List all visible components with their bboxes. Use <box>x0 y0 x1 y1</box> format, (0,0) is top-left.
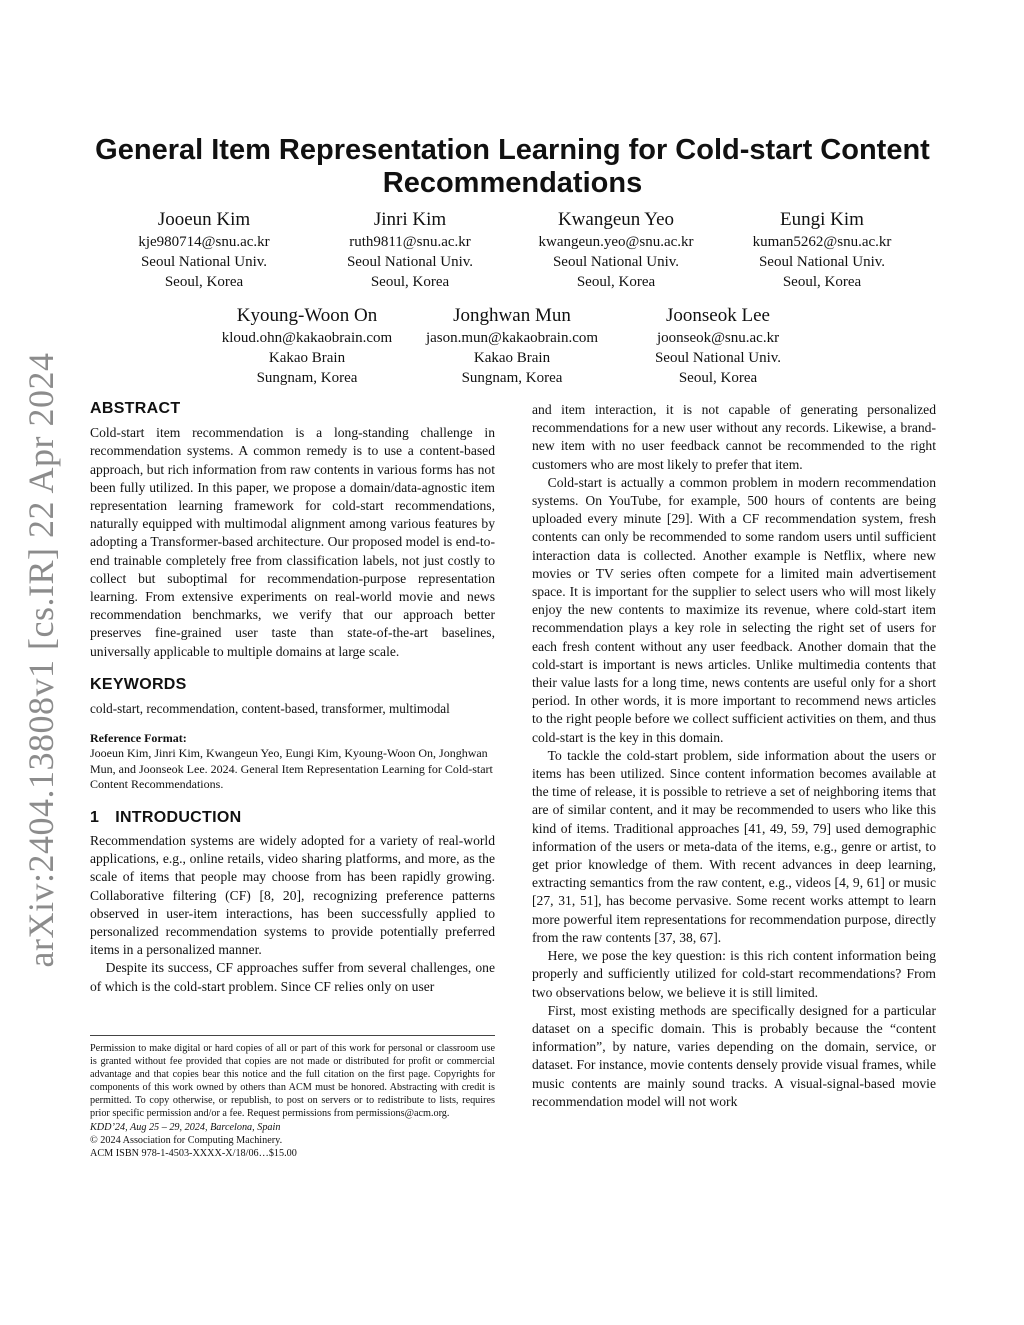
author-affiliation: Kakao Brain <box>268 350 346 366</box>
author-email: joonseok@snu.ac.kr <box>656 330 780 346</box>
body-paragraph: Cold-start is actually a common problem in modern recommendation systems. On YouTube, for example, 500 hours of contents are being uploaded every minute [29]. With a CF recommendation system, fresh contents can only be recommended to some random users until sufficient interaction data is collected. Another example is Netflix, where new movies or TV series often compete for a limited main advertisement space. It is important for the supplier to select users who will most likely enjoy the new contents to maximize its revenue, where cold-start item recommendation plays a key role in selecting the right set of users for each fresh content without any user feedback. Another domain that the cold-start is important is news articles. Unlike multimedia contents that their value lasts for a long time, news contents are useful only for a short period. In other words, it is more important to recommend news articles to the right people before we collect sufficient activities on them, and thus cold-start is the key in this domain. <box>532 474 936 745</box>
permission-footnote <box>90 1035 495 1160</box>
body-paragraph: Here, we pose the key question: is this rich content information being properly and sufficiently utilized for cold-start recommendations? From two observations below, we believe it is still limited. <box>532 948 936 1000</box>
introduction-heading <box>90 809 495 827</box>
conference-info: KDD’24, Aug 25 – 29, 2024, Barcelona, Spain <box>90 1121 281 1133</box>
author-block <box>501 208 731 292</box>
body-paragraph: First, most existing methods are specifically designed for a particular dataset on a specific domain. This is probably because the “content information”, by nature, varies depending on the domain, service, or dataset. For instance, movie contents densely provide visual frames, while music contents are mainly sound tracks. A visual-signal-based movie recommendation model will not work <box>532 1002 936 1109</box>
body-paragraph: and item interaction, it is not capable of generating personalized recommendations for a new user without any records. Likewise, a brand-new item with no user feedback cannot be recommended to the right customers who are most likely to prefer that item. <box>532 402 936 472</box>
abstract-heading: ABSTRACT <box>90 400 181 417</box>
abstract-text: Cold-start item recommendation is a long-standing challenge in recommendation systems. A common remedy is to use a content-based approach, but rich information from raw contents in various forms has not been fully utilized. In this paper, we propose a domain/data-agnostic item representation learning framework for cold-start recommendations, naturally equipped with multimodal alignment among various features by adopting a Transformer-based architecture. Our proposed model is end-to-end trainable completely free from classification labels, not just costly to collect but suboptimal for recommendation-purpose representation learning. From extensive experiments on real-world movie and news recommendation benchmarks, we verify that our approach better preserves fine-grained user taste than state-of-the-art baselines, universally applicable to multiple domains at large scale. <box>90 425 495 659</box>
section-number: 1 <box>90 808 100 826</box>
author-block <box>89 208 319 292</box>
author-affiliation: Seoul National Univ. <box>346 254 474 270</box>
author-location: Seoul, Korea <box>782 274 862 290</box>
author-block <box>192 304 422 388</box>
author-name: Kwangeun Yeo <box>557 209 675 230</box>
author-email: kloud.ohn@kakaobrain.com <box>221 330 393 346</box>
author-email: ruth9811@snu.ac.kr <box>349 234 471 250</box>
author-affiliation: Seoul National Univ. <box>758 254 886 270</box>
author-name: Jooeun Kim <box>157 209 251 230</box>
author-location: Seoul, Korea <box>164 274 244 290</box>
author-name: Eungi Kim <box>780 209 864 230</box>
body-paragraph: To tackle the cold-start problem, side information about the users or items has been utilized. Since content information becomes available at the time of release, it is possible to retrieve a set of neighboring items that are of similar content, and it may be recommended to users who like this kind of items. Traditional approaches [41, 49, 59, 79] used demographic information of the users or meta-data of the items, e.g., genre or artist, to get prior knowledge of them. With recent advances in deep learning, extracting semantics from the raw content, e.g., videos [4, 9, 61] or music [27, 31, 51], has become pervasive. Some recent works attempt to learn more powerful item representations for recommendation purpose, directly from the raw contents [37, 38, 67]. <box>532 747 936 945</box>
body-paragraph: Recommendation systems are widely adopted for a variety of real-world applications, e.g., online retails, video sharing platforms, and more, as the scale of items that people may choose from has been rapidly growing. Collaborative filtering (CF) [8, 20], recognizing preference patterns observed in user-item interactions, has been successfully applied to personalized recommendation systems to provide potentially preferred items in a personalized manner. <box>90 832 495 958</box>
author-name: Kyoung-Woon On <box>236 305 378 326</box>
author-block <box>707 208 937 292</box>
left-column <box>90 398 495 996</box>
author-email: kwangeun.yeo@snu.ac.kr <box>538 234 694 250</box>
author-email: kje980714@snu.ac.kr <box>138 234 270 250</box>
author-location: Sungnam, Korea <box>461 370 563 386</box>
author-email: jason.mun@kakaobrain.com <box>425 330 599 346</box>
author-location: Seoul, Korea <box>576 274 656 290</box>
author-affiliation: Seoul National Univ. <box>552 254 680 270</box>
section-title: INTRODUCTION <box>115 808 242 826</box>
author-name: Joonseok Lee <box>666 305 770 326</box>
keywords-text: cold-start, recommendation, content-based, transformer, multimodal <box>90 701 450 717</box>
copyright-line: © 2024 Association for Computing Machinery. <box>90 1134 283 1146</box>
paper-title: General Item Representation Learning for Cold-start Content Recommendations <box>95 134 930 199</box>
author-affiliation: Seoul National Univ. <box>654 350 782 366</box>
right-column <box>532 401 936 1111</box>
author-location: Seoul, Korea <box>678 370 758 386</box>
body-paragraph: Despite its success, CF approaches suffer from several challenges, one of which is the cold-start problem. Since CF relies only on user <box>90 960 495 994</box>
author-name: Jinri Kim <box>373 209 447 230</box>
author-affiliation: Seoul National Univ. <box>140 254 268 270</box>
permission-text: Permission to make digital or hard copies of all or part of this work for personal or classroom use is granted without fee provided that copies are not made or distributed for profit or commercial advantage and that copies bear this notice and the full citation on the first page. Copyrights for components of this work owned by others than ACM must be honored. Abstracting with credit is permitted. To copy otherwise, or republish, to post on servers or to redistribute to lists, requires prior specific permission and/or a fee. Request permissions from permissions@acm.org. <box>90 1043 495 1120</box>
reference-format-heading: Reference Format: <box>90 731 187 746</box>
arxiv-identifier-stamp: arXiv:2404.13808v1 [cs.IR] 22 Apr 2024 <box>21 352 61 968</box>
author-block <box>603 304 833 388</box>
author-location: Seoul, Korea <box>370 274 450 290</box>
author-affiliation: Kakao Brain <box>473 350 551 366</box>
author-email: kuman5262@snu.ac.kr <box>752 234 892 250</box>
keywords-heading: KEYWORDS <box>90 675 187 693</box>
author-block <box>397 304 627 388</box>
author-block <box>295 208 525 292</box>
author-location: Sungnam, Korea <box>256 370 358 386</box>
reference-format-text: Jooeun Kim, Jinri Kim, Kwangeun Yeo, Eungi Kim, Kyoung-Woon On, Jonghwan Mun, and Joonseok Lee. 2024. General Item Representation Learning for Cold-start Content Recommendations. <box>90 746 493 792</box>
isbn-line: ACM ISBN 978-1-4503-XXXX-X/18/06…$15.00 <box>90 1147 297 1159</box>
author-name: Jonghwan Mun <box>453 305 571 326</box>
